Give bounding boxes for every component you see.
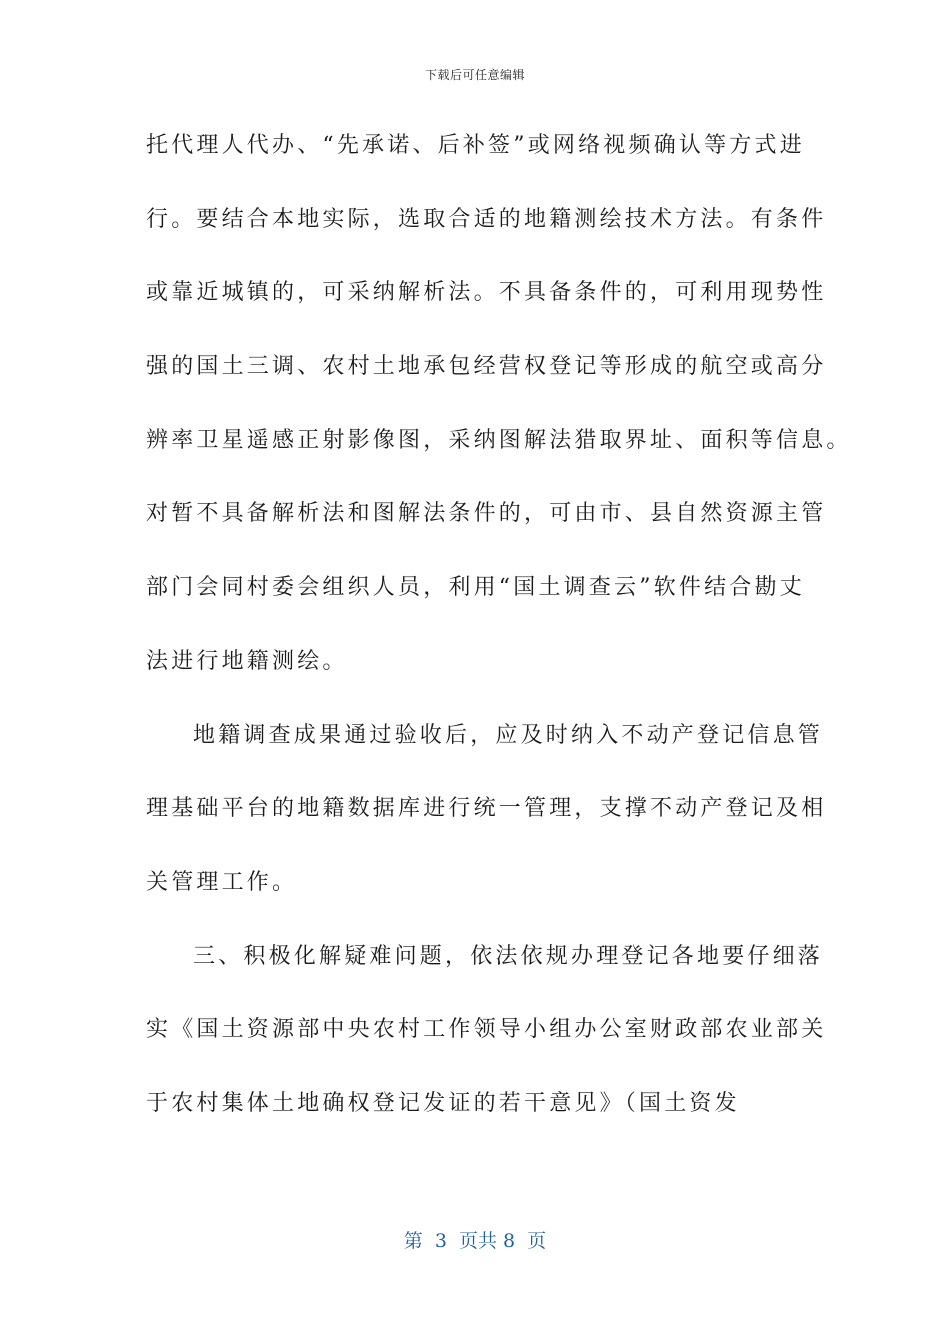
text-line: 于农村集体土地确权登记发证的若干意见》（国土资发 xyxy=(146,1090,740,1116)
text-line: 实《国土资源部中央农村工作领导小组办公室财政部农业部关 xyxy=(146,1017,827,1043)
paragraph-start-line: 地籍调查成果通过验收后，应及时纳入不动产登记信息管 xyxy=(193,722,824,748)
text-line: 辨率卫星遥感正射影像图，采纳图解法猎取界址、面积等信息。 xyxy=(146,427,852,453)
text-line: 部门会同村委会组织人员，利用“国土调查云”软件结合勘丈 xyxy=(146,575,805,601)
document-body xyxy=(146,120,852,1152)
text-line: 强的国土三调、农村土地承包经营权登记等形成的航空或高分 xyxy=(146,354,827,380)
page-number-footer: 第 3 页共 8 页 xyxy=(403,1230,547,1252)
section-heading-line: 三、积极化解疑难问题，依法依规办理登记各地要仔细落 xyxy=(193,943,824,969)
text-line: 法进行地籍测绘。 xyxy=(146,648,348,674)
text-line: 或靠近城镇的，可采纳解析法。不具备条件的，可利用现势性 xyxy=(146,280,827,306)
page-header: 下载后可任意编辑 xyxy=(424,68,525,82)
text-line: 理基础平台的地籍数据库进行统一管理，支撑不动产登记及相 xyxy=(146,796,827,822)
text-line: 行。要结合本地实际，选取合适的地籍测绘技术方法。有条件 xyxy=(146,206,827,232)
text-line: 托代理人代办、“先承诺、后补签”或网络视频确认等方式进 xyxy=(146,133,805,158)
text-line: 对暂不具备解析法和图解法条件的，可由市、县自然资源主管 xyxy=(146,501,827,527)
text-line: 关管理工作。 xyxy=(146,869,298,895)
